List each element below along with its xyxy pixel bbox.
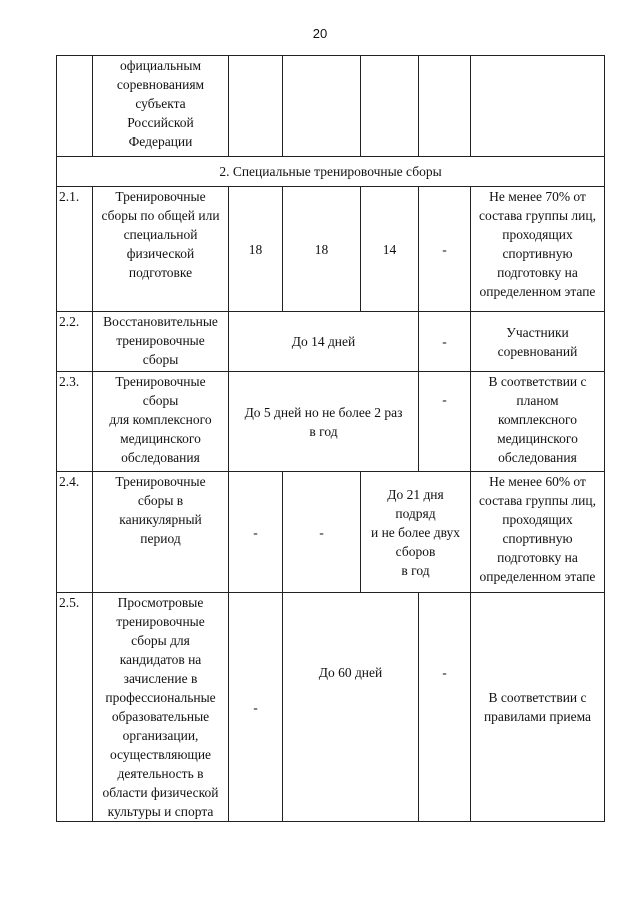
table-row bbox=[57, 312, 605, 372]
value-cell: 18 bbox=[229, 187, 283, 312]
table-row bbox=[57, 372, 605, 472]
value-cell: - bbox=[283, 472, 361, 593]
row-note: В соответствии с планом комплексного медицинского обследования bbox=[471, 372, 605, 472]
value-cell: - bbox=[419, 372, 471, 472]
row-name: Тренировочные сборы в каникулярный период bbox=[93, 472, 229, 593]
value-cell: 14 bbox=[361, 187, 419, 312]
row-name: Восстановительные тренировочные сборы bbox=[93, 312, 229, 372]
table-row bbox=[57, 187, 605, 312]
cell-empty bbox=[229, 56, 283, 157]
page-number: 20 bbox=[312, 26, 328, 41]
value-cell: - bbox=[229, 593, 283, 822]
cell-empty bbox=[471, 56, 605, 157]
continuation-row bbox=[57, 56, 605, 157]
training-camps-table bbox=[56, 55, 605, 822]
table-row bbox=[57, 593, 605, 822]
merged-value-cell: До 5 дней но не более 2 раз в год bbox=[229, 372, 419, 472]
row-note: В соответствии с правилами приема bbox=[471, 593, 605, 822]
table-row bbox=[57, 472, 605, 593]
cell-name: официальным соревнованиям субъекта Российской Федерации bbox=[93, 56, 229, 157]
cell-empty bbox=[361, 56, 419, 157]
row-note: Участники соревнований bbox=[471, 312, 605, 372]
row-number: 2.4. bbox=[57, 472, 93, 593]
row-name: Тренировочные сборы по общей или специальной физической подготовке bbox=[93, 187, 229, 312]
row-note: Не менее 70% от состава группы лиц, проходящих спортивную подготовку на определенном этапе bbox=[471, 187, 605, 312]
row-number: 2.5. bbox=[57, 593, 93, 822]
value-cell: - bbox=[419, 312, 471, 372]
value-cell: 18 bbox=[283, 187, 361, 312]
cell-empty bbox=[419, 56, 471, 157]
row-number: 2.2. bbox=[57, 312, 93, 372]
cell-empty bbox=[283, 56, 361, 157]
row-number: 2.3. bbox=[57, 372, 93, 472]
value-cell: - bbox=[229, 472, 283, 593]
row-name: Просмотровые тренировочные сборы для кандидатов на зачисление в профессиональные образовательные организации, осуществляющие деятельность в области физической культуры и спорта bbox=[93, 593, 229, 822]
section-heading-row bbox=[57, 157, 605, 187]
row-note: Не менее 60% от состава группы лиц, проходящих спортивную подготовку на определенном этапе bbox=[471, 472, 605, 593]
row-name: Тренировочные сборы для комплексного медицинского обследования bbox=[93, 372, 229, 472]
value-cell: - bbox=[419, 593, 471, 822]
merged-value-cell: До 14 дней bbox=[229, 312, 419, 372]
merged-value-cell: До 21 дня подряд и не более двух сборов в год bbox=[361, 472, 471, 593]
cell-num bbox=[57, 56, 93, 157]
merged-value-cell: До 60 дней bbox=[283, 593, 419, 822]
row-number: 2.1. bbox=[57, 187, 93, 312]
value-cell: - bbox=[419, 187, 471, 312]
section-title: 2. Специальные тренировочные сборы bbox=[57, 157, 605, 187]
